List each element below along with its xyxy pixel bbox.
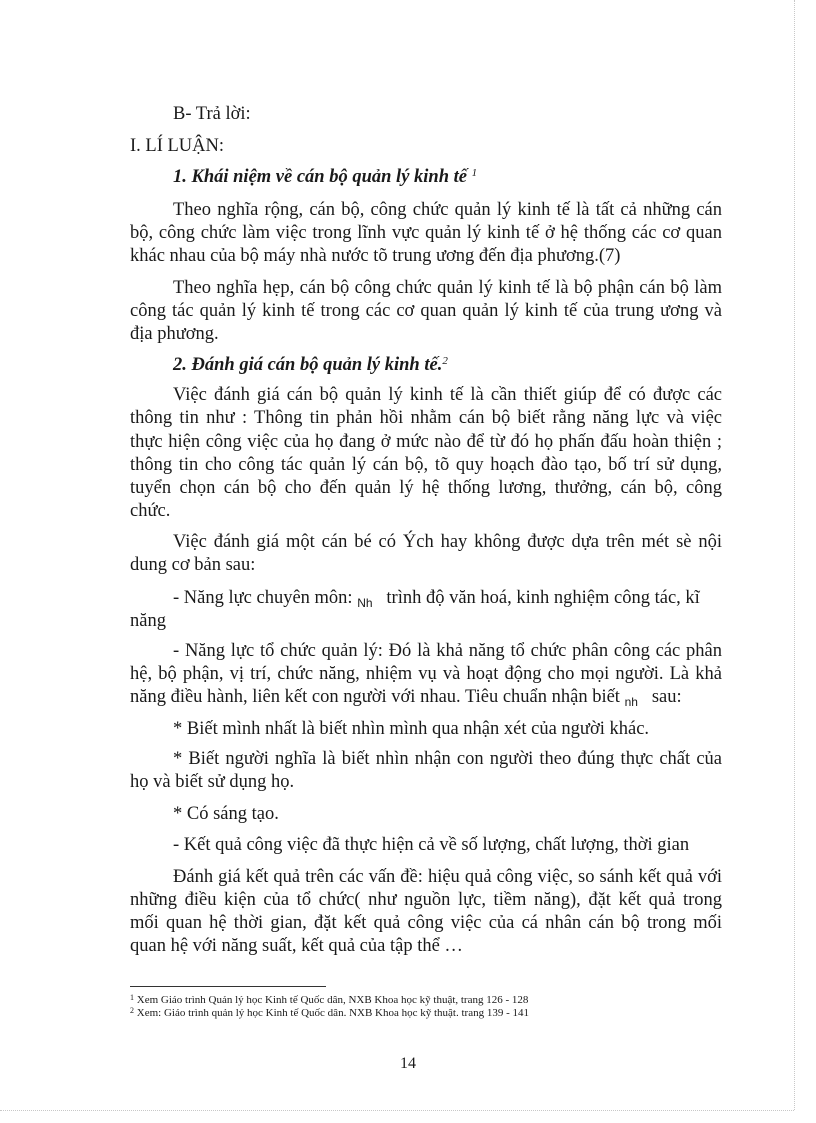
footnote-separator: [130, 986, 326, 987]
section-i-heading: I. LÍ LUẬN:: [130, 136, 225, 156]
bullet-item: * Biết người nghĩa là biết nhìn nhận con người theo đúng thực chất của: [173, 749, 722, 769]
paragraph-line: tuyển chọn cán bộ cho đến quản lý hệ thống lương, thưởng, cán bộ, công: [130, 478, 722, 498]
abbrev-nh: nh: [624, 695, 638, 709]
bullet-item: * Biết mình nhất là biết nhìn mình qua nhận xét của người khác.: [173, 719, 650, 739]
paragraph-line: năng: [130, 611, 166, 631]
footnote-ref-2[interactable]: 2: [442, 355, 448, 367]
paragraph-line: khác nhau của bộ máy nhà nước tõ trung ương đến địa phương.(7): [130, 246, 621, 266]
footnote-1: [130, 994, 528, 1007]
footnote-ref-1[interactable]: 1: [471, 167, 478, 179]
footnote-number: 1: [130, 993, 134, 1002]
paragraph-line: - Năng lực tổ chức quản lý: Đó là khả năng tổ chức phân công các phân: [173, 641, 722, 661]
page-border-bottom: [0, 1110, 794, 1111]
heading-1: [173, 166, 477, 188]
abbrev-nh: Nh: [357, 596, 373, 610]
list-item-competence: [173, 587, 700, 614]
paragraph-line: Việc đánh giá một cán bé có Ých hay không được dựa trên mét sè nội: [173, 532, 722, 552]
paragraph-line: thông tin cho công tác quản lý cán bộ, tõ quy hoạch đào tạo, bố trí sử dụng,: [130, 455, 722, 475]
page-border-right: [794, 0, 795, 1110]
paragraph-line: Theo nghĩa hẹp, cán bộ công chức quản lý kinh tế là bộ phận cán bộ làm: [173, 278, 722, 298]
paragraph-line: chức.: [130, 501, 171, 521]
paragraph-line: quan hệ với năng suất, kết quả của tập thể …: [130, 936, 463, 956]
paragraph-line: thông tin như : Thông tin phản hồi nhằm cán bộ biết rằng năng lực và việc: [130, 408, 722, 428]
footnote-text: Xem Giáo trình Quản lý học Kinh tế Quốc dân, NXB Khoa học kỹ thuật, trang 126 - 128: [136, 994, 529, 1006]
paragraph-line: thực hiện công việc của họ đang ở mức nào để từ đó họ phấn đấu hoàn thiện ;: [130, 432, 722, 452]
heading-2: [173, 354, 448, 376]
paragraph-line: Theo nghĩa rộng, cán bộ, công chức quản lý kinh tế là tất cả những cán: [173, 200, 722, 220]
paragraph-line: địa phương.: [130, 324, 219, 344]
list-item-text: năng điều hành, liên kết con người với nhau. Tiêu chuẩn nhận biết: [130, 687, 620, 707]
footnote-text: Xem: Giáo trình quản lý học Kinh tế Quốc dân. NXB Khoa học kỹ thuật. trang 139 - 141: [136, 1007, 530, 1019]
list-item-text: - Năng lực chuyên môn:: [173, 588, 353, 608]
heading-2-text: 2. Đánh giá cán bộ quản lý kinh tế.: [173, 355, 443, 375]
footnote-2: [130, 1007, 529, 1020]
paragraph-line: mối quan hệ thời gian, đặt kết quả công việc của cá nhân cán bộ trong mối: [130, 913, 722, 933]
list-item-results: - Kết quả công việc đã thực hiện cả về số lượng, chất lượng, thời gian: [173, 835, 690, 855]
paragraph-line: những điều kiện của tổ chức( như nguồn lực, tiềm năng), đặt kết quả trong: [130, 890, 722, 910]
page-number: 14: [400, 1055, 416, 1072]
bullet-item: * Có sáng tạo.: [173, 804, 279, 824]
paragraph-line: công tác quản lý kinh tế trong các cơ quan quản lý kinh tế của trung ương và: [130, 301, 722, 321]
paragraph-line: hệ, bộ phận, vị trí, chức năng, nhiệm vụ và hoạt động cho mọi người. Là khả: [130, 664, 722, 684]
paragraph-line: Việc đánh giá cán bộ quản lý kinh tế là cần thiết giúp để có được các: [173, 385, 722, 405]
section-b-label: B- Trả lời:: [173, 104, 251, 124]
paragraph-line: bộ, công chức làm việc trong lĩnh vực quản lý kinh tế ở hệ thống các cơ quan: [130, 223, 722, 243]
list-item-text: sau:: [651, 687, 682, 707]
footnote-number: 2: [130, 1006, 134, 1015]
paragraph-line: Đánh giá kết quả trên các vấn đề: hiệu quả công việc, so sánh kết quả với: [173, 867, 722, 887]
paragraph-line: [130, 686, 682, 713]
paragraph-line: họ và biết sử dụng họ.: [130, 772, 295, 792]
paragraph-line: dung cơ bản sau:: [130, 555, 256, 575]
heading-1-text: 1. Khái niệm về cán bộ quản lý kinh tế: [173, 167, 467, 187]
list-item-text: trình độ văn hoá, kinh nghiệm công tác, kĩ: [386, 588, 700, 608]
